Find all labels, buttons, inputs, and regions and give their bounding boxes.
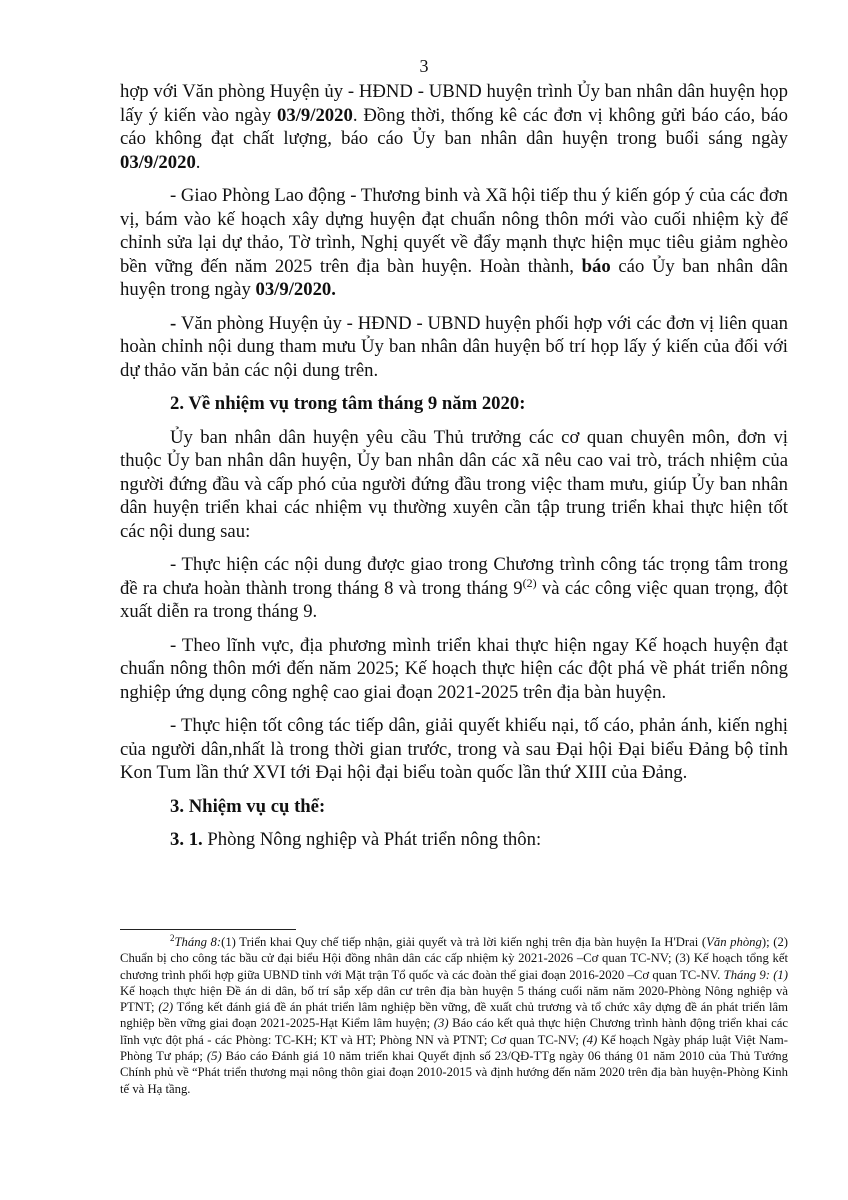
footnote-divider — [120, 929, 296, 930]
footnote-italic: Tháng 9: (1) — [723, 967, 788, 982]
footnote-run: Báo cáo kết quả thực hiện Chương trình hành động triển khai các lĩnh vực đột phá - các Phòng: TC-KH; KT và HT; Phòng NN và PTNT; Cơ quan TC-NV; — [120, 1016, 788, 1047]
footnote-reference[interactable]: (2) — [522, 575, 537, 590]
text-run: . — [195, 151, 201, 173]
paragraph-requirements: Ủy ban nhân dân huyện yêu cầu Thủ trưởng các cơ quan chuyên môn, đơn vị thuộc Ủy ban nhân dân huyện, Ủy ban nhân dân các xã nêu cao vai trò, trách nhiệm của người đứng đầu và cấp phó của người đứng đầu trong việc tham mưu, giúp Ủy ban nhân dân huyện triển khai các nhiệm vụ thường xuyên cần tập trung triển khai thực hiện tốt các nội dung sau: — [120, 426, 788, 542]
page-number: 3 — [419, 56, 429, 76]
footnote-italic: (5) — [206, 1049, 222, 1064]
text-run: - Thực hiện các nội dung được giao trong Chương trình công tác trọng tâm trong đề ra chưa hoàn thành trong tháng 8 và trong tháng 9 — [120, 554, 788, 599]
paragraph-report-meeting — [120, 80, 788, 174]
footnote-run: Báo cáo Đánh giá 10 năm triển khai Quyết định số 23/QĐ-TTg ngày 06 tháng 01 năm 2010 của Thủ Tướng Chính phủ về “Phát triển thương mại nông thôn giai đoạn 2010-2015 và định hướng đến năm 2020 trên địa bàn huyện-Phòng Kinh tế và Hạ tầng. — [120, 1049, 788, 1096]
paragraph-rural-plan: - Theo lĩnh vực, địa phương mình triển khai thực hiện ngay Kế hoạch huyện đạt chuẩn nông thôn mới đến năm 2025; Kế hoạch thực hiện các đột phá về phát triển nông nghiệp ứng dụng công nghệ cao giai đoạn 2021-2025 trên địa bàn huyện. — [120, 634, 788, 703]
footnote-italic: (2) — [158, 1000, 174, 1015]
footnote-italic: Tháng 8: — [174, 935, 222, 949]
footnote-italic: (4) — [582, 1032, 598, 1047]
paragraph-program-tasks — [120, 553, 788, 624]
paragraph-citizen-reception: - Thực hiện tốt công tác tiếp dân, giải quyết khiếu nại, tố cáo, phản ánh, kiến nghị của người dân,nhất là trong thời gian trước, trong và sau Đại hội Đại biểu Đảng bộ tỉnh Kon Tum lần thứ XVI tới Đại hội đại biểu toàn quốc lần thứ XIII của Đảng. — [120, 715, 788, 783]
footnote-italic: Văn phòng — [706, 935, 762, 949]
subsection-title: Phòng Nông nghiệp và Phát triển nông thôn: — [202, 829, 542, 850]
text-bold: báo — [581, 255, 611, 277]
text-run: . Đồng thời, thống kê các đơn vị không gửi báo cáo, báo cáo không đạt chất lượng, báo cáo Ủy ban nhân dân huyện trong buổi sáng ngày — [120, 104, 788, 149]
text-run: Văn phòng Huyện ủy - HĐND - UBND huyện phối hợp với các đơn vị liên quan hoàn chỉnh nội dung tham mưu Ủy ban nhân dân huyện bố trí họp lấy ý kiến của đối với dự thảo văn bản các nội dung trên. — [120, 312, 788, 381]
footnote-run: ); (2) Chuẩn bị cho công tác bầu cử đại biểu Hội đồng nhân dân các cấp nhiệm kỳ 2021-2026 –Cơ quan TC-NV; (3) Kế hoạch tổng kết chương trình phối hợp giữa UBND tỉnh với Mặt trận Tổ quốc và các đoàn thể giai đoạn 2016-2020 –Cơ quan TC-NV. — [120, 935, 789, 982]
section-heading-2: 2. Về nhiệm vụ trong tâm tháng 9 năm 2020: — [170, 393, 526, 414]
text-run: cáo Ủy ban nhân dân huyện trong ngày — [120, 255, 788, 300]
text-run: - Giao Phòng Lao động - Thương binh và Xã hội tiếp thu ý kiến góp ý của các đơn vị, bám vào kế hoạch xây dựng huyện đạt chuẩn nông thôn mới vào cuối nhiệm kỳ để chỉnh sửa lại dự thảo, Tờ trình, Nghị quyết về đẩy mạnh thực hiện mục tiêu giảm nghèo bền vững đến năm 2025 trên địa bàn huyện. Hoàn thành, — [120, 185, 788, 277]
paragraph-labor-dept — [120, 184, 788, 302]
subsection-heading-3-1 — [120, 828, 788, 852]
date-bold: 03/9/2020. — [255, 279, 336, 300]
footnote-run: Kế hoạch Ngày pháp luật Việt Nam-Phòng Tư pháp; — [120, 1032, 788, 1064]
date-bold: 03/9/2020 — [120, 151, 196, 173]
footnote-text — [120, 934, 788, 1097]
bullet-dash: - — [170, 312, 182, 334]
footnote-run: Tổng kết đánh giá đề án phát triển lâm nghiệp bền vững, đề xuất chủ trương và tổ chức xây dựng đề án phát triển lâm nghiệp bền vững giai đoạn 2021-2025-Hạt Kiểm lâm huyện; — [120, 1000, 788, 1031]
footnote-run: Kế hoạch thực hiện Đề án di dân, bố trí sắp xếp dân cư trên địa bàn huyện 5 tháng cuối năm năm 2020-Phòng Nông nghiệp và PTNT; — [120, 983, 788, 1015]
text-run: và các công việc quan trọng, đột xuất diễn ra trong tháng 9. — [120, 577, 788, 622]
footnote-run: (1) Triển khai Quy chế tiếp nhận, giải quyết và trả lời kiến nghị trên địa bàn huyện Ia H'Drai ( — [221, 935, 707, 949]
date-bold: 03/9/2020 — [277, 104, 353, 126]
section-heading-3: 3. Nhiệm vụ cụ thể: — [170, 795, 326, 817]
text-run: hợp với Văn phòng Huyện ủy - HĐND - UBND huyện trình Ủy ban nhân dân huyện họp lấy ý kiến vào ngày — [120, 81, 788, 126]
paragraph-office-coordination — [120, 312, 788, 383]
footnote-italic: (3) — [433, 1016, 449, 1031]
footnote-marker: 2 — [170, 932, 175, 943]
document-body — [120, 80, 788, 852]
subsection-number: 3. 1. — [170, 829, 203, 850]
footnote — [120, 934, 788, 1097]
